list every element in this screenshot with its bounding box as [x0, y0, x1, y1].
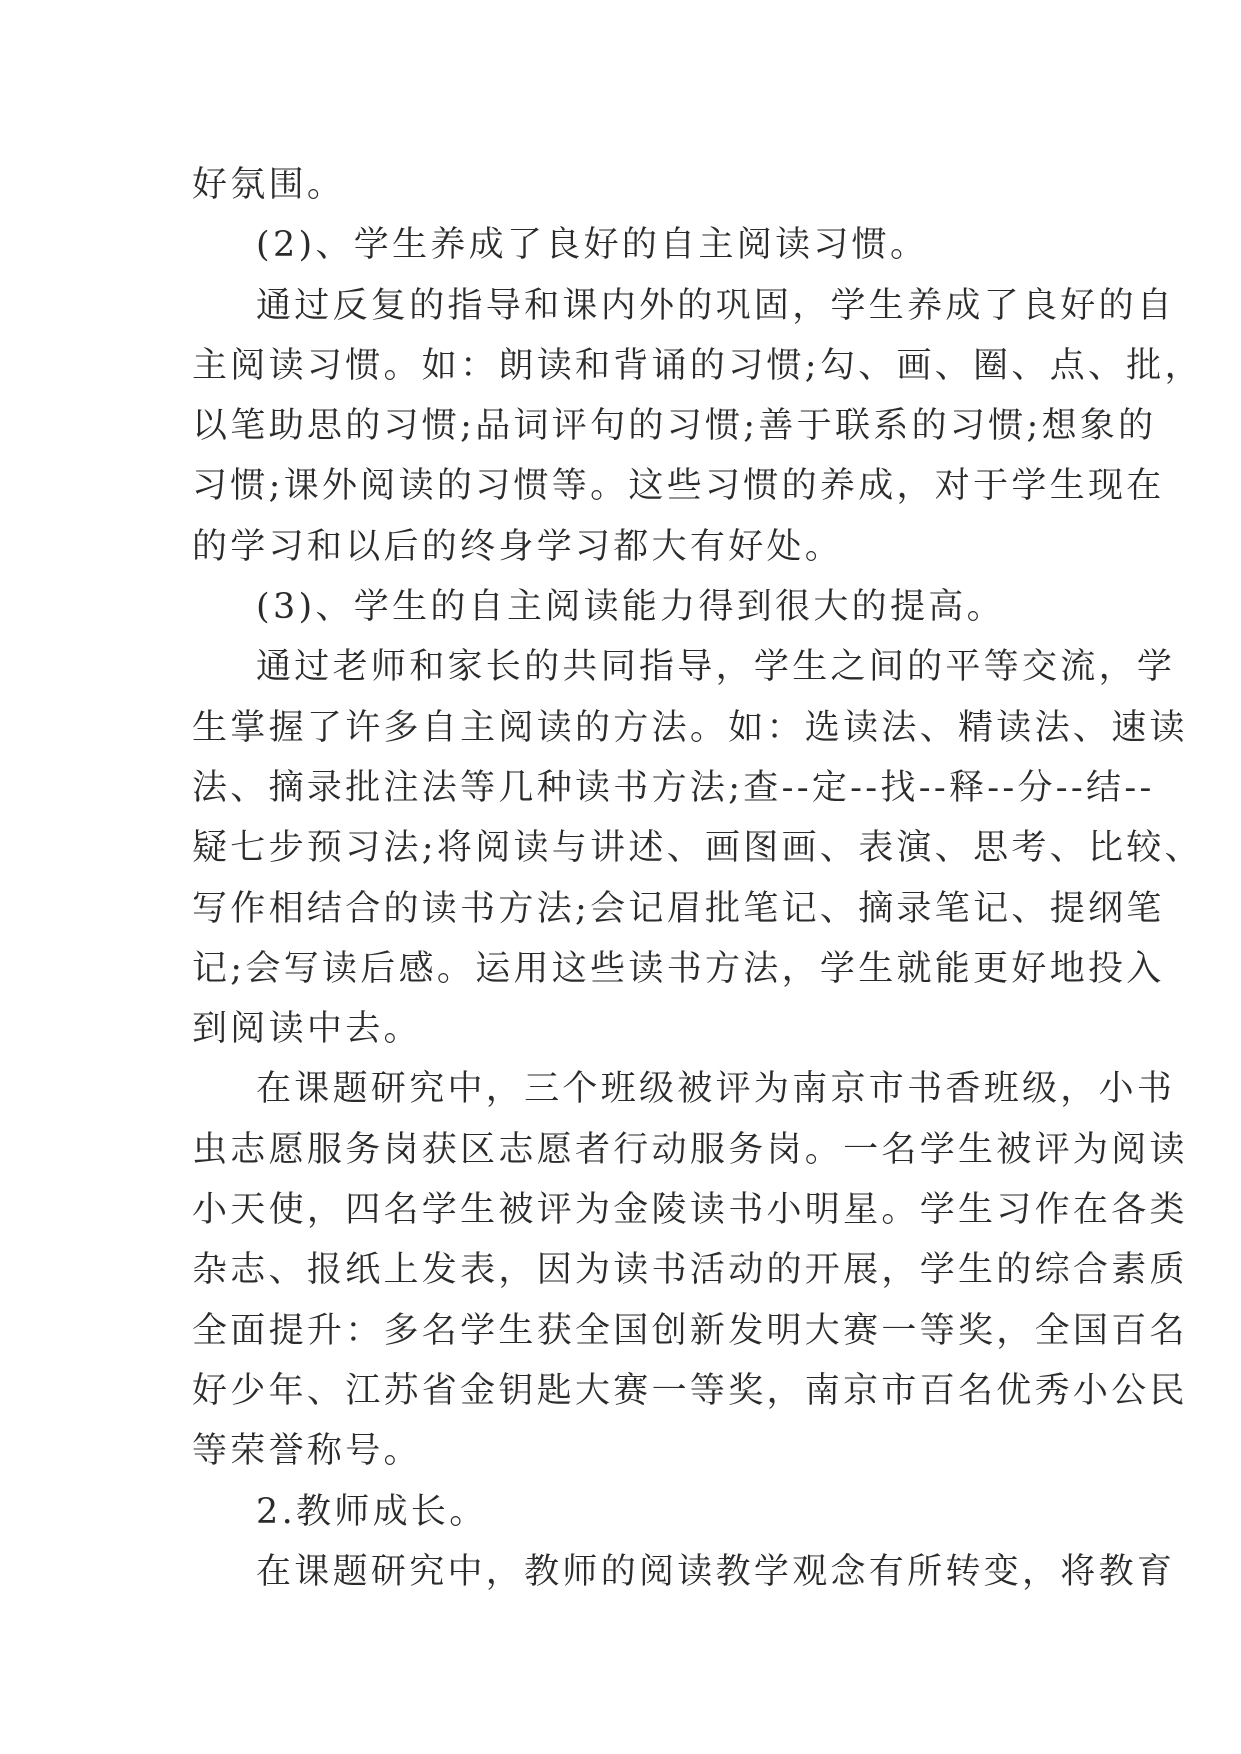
text-line: 到阅读中去。 — [192, 1009, 422, 1050]
text-line: 在课题研究中，教师的阅读教学观念有所转变，将教育 — [256, 1551, 1176, 1592]
text-line: 好少年、江苏省金钥匙大赛一等奖，南京市百名优秀小公民 — [192, 1370, 1188, 1411]
text-line: 全面提升：多名学生获全国创新发明大赛一等奖，全国百名 — [192, 1310, 1188, 1351]
text-line: 虫志愿服务岗获区志愿者行动服务岗。一名学生被评为阅读 — [192, 1129, 1188, 1170]
text-line: 主阅读习惯。如：朗读和背诵的习惯;勾、画、圈、点、批， — [192, 345, 1203, 386]
text-line: 以笔助思的习惯;品词评句的习惯;善于联系的习惯;想象的 — [192, 406, 1157, 447]
text-line: 疑七步预习法;将阅读与讲述、画图画、表演、思考、比较、 — [192, 828, 1203, 869]
text-line: 写作相结合的读书方法;会记眉批笔记、摘录笔记、提纲笔 — [192, 888, 1165, 929]
text-line: 好氛围。 — [192, 165, 346, 205]
text-line: 法、摘录批注法等几种读书方法;查--定--找--释--分--结-- — [192, 767, 1155, 808]
paragraph-reading-methods — [192, 637, 1203, 1059]
paragraph-achievements — [192, 1059, 1188, 1481]
text-line: 的学习和以后的终身学习都大有好处。 — [192, 526, 844, 567]
paragraph-continuation — [192, 155, 1057, 215]
paragraph-reading-habits — [192, 276, 1203, 577]
text-line: 生掌握了许多自主阅读的方法。如：选读法、精读法、速读 — [192, 707, 1188, 748]
text-line: 在课题研究中，三个班级被评为南京市书香班级，小书 — [256, 1069, 1176, 1110]
subheading-student-habits — [192, 215, 1057, 275]
subheading-teacher-growth — [192, 1482, 1057, 1542]
text-line: 记;会写读后感。运用这些读书方法，学生就能更好地投入 — [192, 948, 1165, 989]
text-line: 等荣誉称号。 — [192, 1431, 422, 1472]
text-line: 小天使，四名学生被评为金陵读书小明星。学生习作在各类 — [192, 1190, 1188, 1231]
text-line: 2.教师成长。 — [256, 1491, 488, 1532]
text-line: 通过老师和家长的共同指导，学生之间的平等交流，学 — [256, 647, 1176, 688]
text-line: 杂志、报纸上发表，因为读书活动的开展，学生的综合素质 — [192, 1250, 1188, 1291]
text-line: (3)、学生的自主阅读能力得到很大的提高。 — [256, 587, 1005, 628]
paragraph-teacher-concepts — [192, 1542, 1176, 1602]
text-line: 习惯;课外阅读的习惯等。这些习惯的养成，对于学生现在 — [192, 466, 1165, 507]
body-text — [192, 155, 1203, 1602]
text-line: 通过反复的指导和课内外的巩固，学生养成了良好的自 — [256, 285, 1176, 326]
text-line: (2)、学生养成了良好的自主阅读习惯。 — [256, 225, 929, 266]
subheading-reading-ability — [192, 577, 1057, 637]
